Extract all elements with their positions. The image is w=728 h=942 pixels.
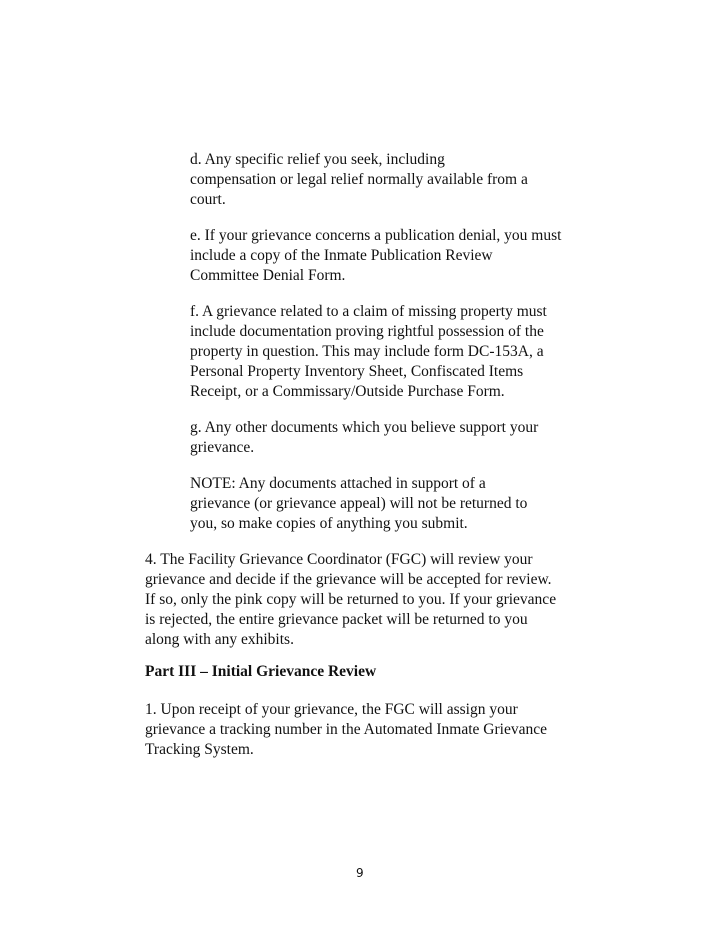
text-line: include a copy of the Inmate Publication Review <box>190 247 493 264</box>
text-line: Personal Property Inventory Sheet, Confiscated Items <box>190 363 524 380</box>
text-line: grievance and decide if the grievance will be accepted for review. <box>145 571 552 588</box>
text-line: grievance. <box>190 439 255 456</box>
text-line: you, so make copies of anything you submit. <box>190 515 468 532</box>
text-line: include documentation proving rightful possession of the <box>190 323 544 340</box>
text-line: 1. Upon receipt of your grievance, the FGC will assign your <box>145 701 518 718</box>
text-line: along with any exhibits. <box>145 631 294 648</box>
text-line: d. Any specific relief you seek, including <box>190 151 445 168</box>
text-line: grievance a tracking number in the Automated Inmate Grievance <box>145 721 547 738</box>
text-line: f. A grievance related to a claim of missing property must <box>190 303 547 320</box>
text-line: Tracking System. <box>145 741 254 758</box>
section-heading: Part III – Initial Grievance Review <box>145 663 377 680</box>
text-line: NOTE: Any documents attached in support of a <box>190 475 486 492</box>
text-line: property in question. This may include form DC-153A, a <box>190 343 544 360</box>
text-line: compensation or legal relief normally available from a <box>190 171 528 188</box>
text-line: Committee Denial Form. <box>190 267 346 284</box>
text-line: court. <box>190 191 226 208</box>
text-line: 4. The Facility Grievance Coordinator (FGC) will review your <box>145 551 533 568</box>
text-line: Receipt, or a Commissary/Outside Purchase Form. <box>190 383 505 400</box>
page-number: 9 <box>356 866 364 880</box>
text-line: grievance (or grievance appeal) will not be returned to <box>190 495 528 512</box>
text-line: If so, only the pink copy will be returned to you. If your grievance <box>145 591 557 608</box>
text-line: g. Any other documents which you believe support your <box>190 419 539 436</box>
text-line: is rejected, the entire grievance packet will be returned to you <box>145 611 528 628</box>
text-line: e. If your grievance concerns a publication denial, you must <box>190 227 562 244</box>
